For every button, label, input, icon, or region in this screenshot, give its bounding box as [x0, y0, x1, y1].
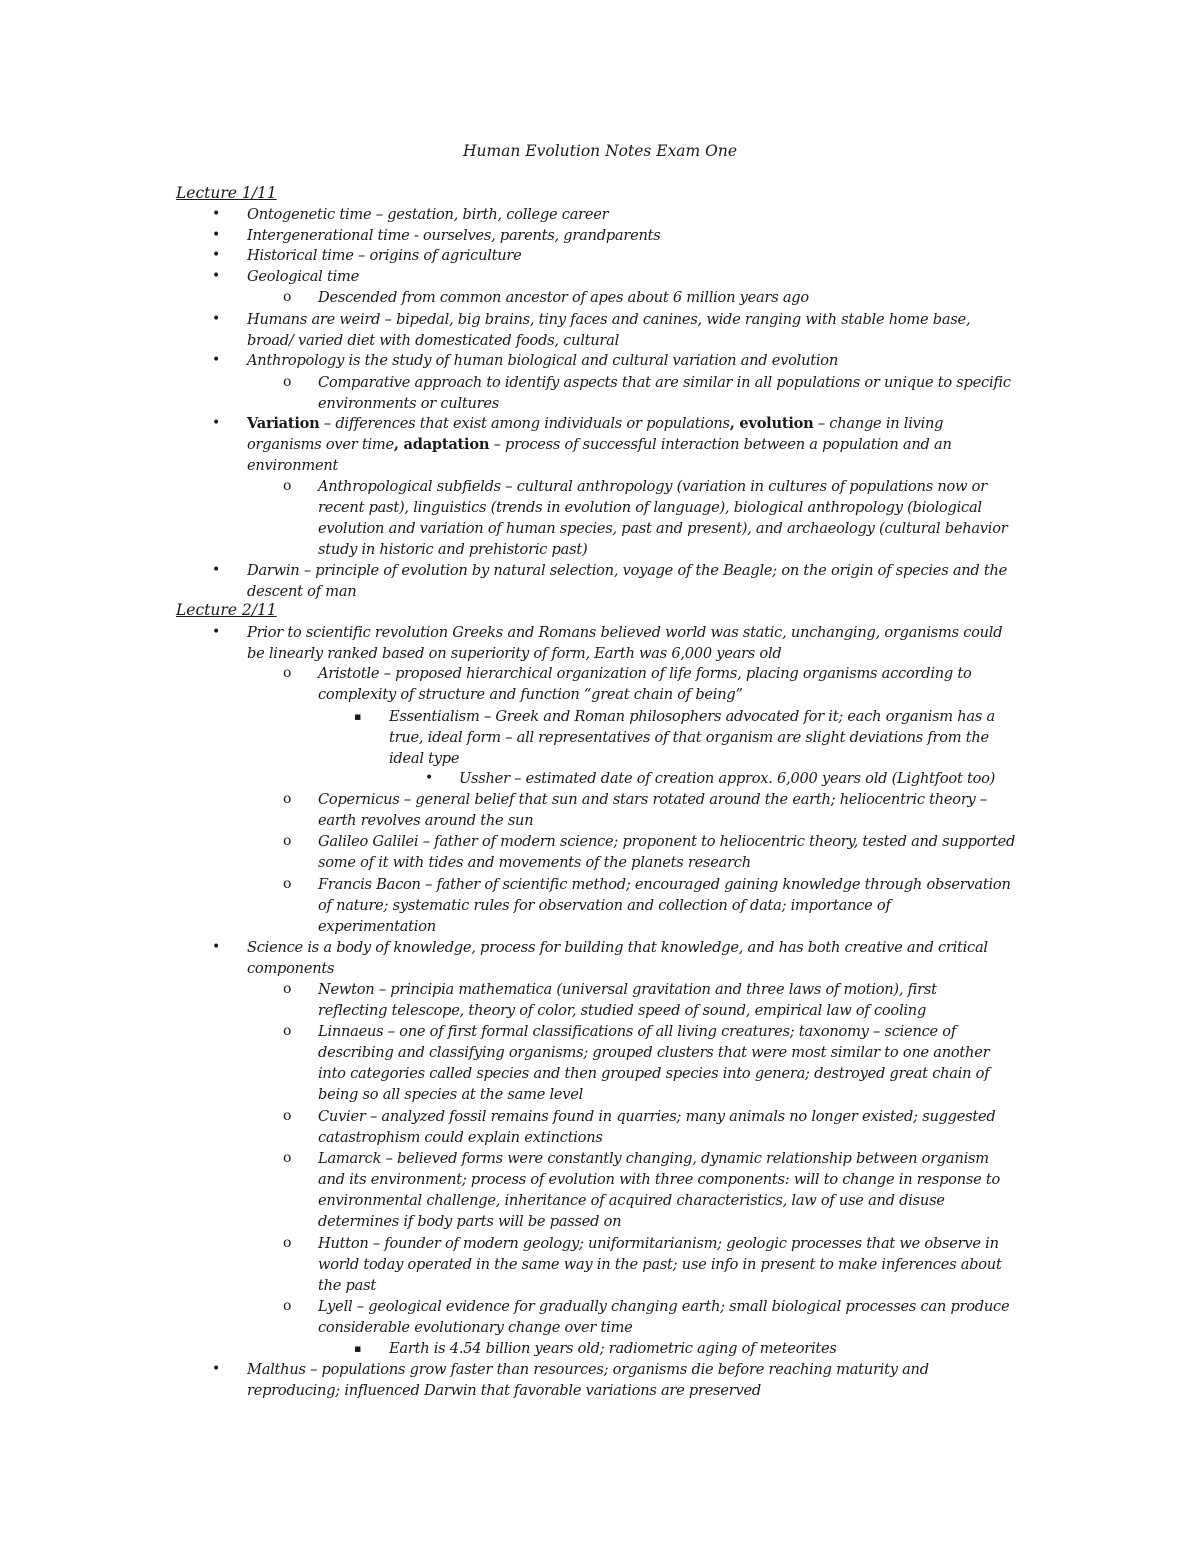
- lecture-1-item-2-marker: •: [212, 247, 221, 263]
- lecture-1-item-5-line: broad/ varied diet with domesticated foods, cultural: [247, 332, 620, 349]
- variation-definition: – differences that exist among individuals or populations: [319, 415, 730, 432]
- lecture-1-item-1-marker: •: [212, 227, 221, 243]
- lecture-2-item-8: [318, 979, 937, 1021]
- lecture-2-item-9-line: into categories called species and then grouped species into genera; destroyed great chain of: [318, 1065, 990, 1082]
- lecture-1-item-8-line: Anthropological subfields – cultural anthropology (variation in cultures of populations now or: [318, 478, 987, 495]
- lecture-1-item-8-line: study in historic and prehistoric past): [318, 541, 588, 558]
- lecture-2-item-14-marker: ▪: [354, 1342, 362, 1355]
- lecture-2-item-12-line: world today operated in the same way in the past; use info in present to make inferences about: [318, 1256, 1002, 1273]
- lecture-1-item-9-line: descent of man: [247, 583, 357, 600]
- lecture-1-item-9-line: Darwin – principle of evolution by natural selection, voyage of the Beagle; on the origin of species and the: [247, 562, 1008, 579]
- lecture-1-item-3: [247, 266, 359, 287]
- lecture-2-item-15-marker: •: [212, 1361, 221, 1377]
- page-title: Human Evolution Notes Exam One: [462, 142, 738, 160]
- lecture-2-item-10-line: Cuvier – analyzed fossil remains found in quarries; many animals no longer existed; suggested: [318, 1108, 996, 1125]
- lecture-2-item-9-line: describing and classifying organisms; grouped clusters that were most similar to one another: [318, 1044, 990, 1061]
- lecture-1-item-4: [318, 287, 809, 308]
- lecture-2-item-5-line: some of it with tides and movements of the planets research: [318, 854, 751, 871]
- lecture-2-item-4: [318, 789, 987, 831]
- lecture-2-item-4-marker: o: [283, 791, 292, 807]
- lecture-1-item-6: [247, 350, 838, 371]
- variation-line: [247, 434, 952, 455]
- adaptation-definition-cont: environment: [247, 457, 339, 474]
- lecture-2-item-5-marker: o: [283, 833, 292, 849]
- lecture-2-item-11: [318, 1148, 1000, 1232]
- lecture-2-item-2-line: Essentialism – Greek and Roman philosophers advocated for it; each organism has a: [389, 708, 995, 725]
- lecture-2-item-3-marker: •: [425, 770, 434, 786]
- variation-line: [247, 413, 952, 434]
- lecture-2-item-5: [318, 831, 1015, 873]
- variation-item: [247, 413, 952, 476]
- lecture-1-item-7-line: environments or cultures: [318, 395, 499, 412]
- lecture-1-item-8: [318, 476, 1007, 560]
- lecture-2-item-8-marker: o: [283, 981, 292, 997]
- lecture-2-item-15: [247, 1359, 929, 1401]
- lecture-2-item-10: [318, 1106, 996, 1148]
- lecture-2-item-8-line: Newton – principia mathematica (universal gravitation and three laws of motion), first: [318, 981, 937, 998]
- lecture-1-item-0-line: Ontogenetic time – gestation, birth, college career: [247, 206, 609, 223]
- lecture-2-item-6: [318, 874, 1011, 937]
- lecture-2-item-9: [318, 1021, 989, 1105]
- lecture-2-item-7-marker: •: [212, 939, 221, 955]
- lecture-2-item-3-line: Ussher – estimated date of creation approx. 6,000 years old (Lightfoot too): [459, 770, 996, 787]
- lecture-1-item-9-marker: •: [212, 562, 221, 578]
- lecture-2-item-9-marker: o: [283, 1023, 292, 1039]
- variation-item-marker: •: [212, 415, 221, 431]
- lecture-2-item-13: [318, 1296, 1009, 1338]
- lecture-1-item-1-line: Intergenerational time - ourselves, parents, grandparents: [247, 227, 661, 244]
- lecture-2-item-1-line: complexity of structure and function “great chain of being”: [318, 686, 743, 703]
- lecture-2-item-13-line: Lyell – geological evidence for gradually changing earth; small biological processes can produce: [318, 1298, 1010, 1315]
- lecture-2-item-9-line: Linnaeus – one of first formal classifications of all living creatures; taxonomy – science of: [318, 1023, 956, 1040]
- lecture-2-item-0-line: be linearly ranked based on superiority of form, Earth was 6,000 years old: [247, 645, 782, 662]
- evolution-definition-cont: organisms over time: [247, 436, 394, 453]
- lecture-1-item-1: [247, 225, 660, 246]
- lecture-2-item-4-line: earth revolves around the sun: [318, 812, 534, 829]
- lecture-1-item-0: [247, 204, 608, 225]
- lecture-1-item-8-line: evolution and variation of human species, past and present), and archaeology (cultural behavior: [318, 520, 1008, 537]
- lecture-1-item-7: [318, 372, 1011, 414]
- lecture-1-item-3-marker: •: [212, 268, 221, 284]
- lecture-1-item-5: [247, 309, 970, 351]
- lecture-1-item-8-line: recent past), linguistics (trends in evolution of language), biological anthropology (biological: [318, 499, 982, 516]
- lecture-2-item-11-line: environmental challenge, inheritance of acquired characteristics, law of use and disuse: [318, 1192, 945, 1209]
- lecture-1-item-7-marker: o: [283, 374, 292, 390]
- lecture-2-item-5-line: Galileo Galilei – father of modern science; proponent to heliocentric theory, tested and supported: [318, 833, 1016, 850]
- lecture-2-item-9-line: being so all species at the same level: [318, 1086, 584, 1103]
- lecture-2-item-2: [389, 706, 995, 769]
- lecture-2-item-0: [247, 622, 1002, 664]
- lecture-1-item-0-marker: •: [212, 206, 221, 222]
- lecture-2-item-15-line: Malthus – populations grow faster than resources; organisms die before reaching maturity and: [247, 1361, 929, 1378]
- lecture-1-item-6-line: Anthropology is the study of human biological and cultural variation and evolution: [247, 352, 838, 369]
- lecture-1-item-3-line: Geological time: [247, 268, 359, 285]
- lecture-2-item-10-marker: o: [283, 1108, 292, 1124]
- lecture-2-heading: Lecture 2/11: [176, 601, 277, 619]
- lecture-1-item-5-marker: •: [212, 311, 221, 327]
- adaptation-definition: – process of successful interaction between a population and an: [489, 436, 952, 453]
- lecture-2-item-11-line: and its environment; process of evolution with three components: will to change in response to: [318, 1171, 1001, 1188]
- lecture-2-item-3: [459, 768, 995, 789]
- lecture-1-item-6-marker: •: [212, 352, 221, 368]
- lecture-2-item-1: [318, 663, 972, 705]
- lecture-2-item-14-line: Earth is 4.54 billion years old; radiometric aging of meteorites: [389, 1340, 837, 1357]
- lecture-2-item-6-line: Francis Bacon – father of scientific method; encouraged gaining knowledge through observation: [318, 876, 1011, 893]
- lecture-2-item-13-line: considerable evolutionary change over time: [318, 1319, 633, 1336]
- lecture-2-item-12-line: Hutton – founder of modern geology; uniformitarianism; geologic processes that we observe in: [318, 1235, 999, 1252]
- lecture-1-item-4-marker: o: [283, 289, 292, 305]
- lecture-2-item-11-line: determines if body parts will be passed on: [318, 1213, 622, 1230]
- lecture-1-item-4-line: Descended from common ancestor of apes about 6 million years ago: [318, 289, 809, 306]
- lecture-2-item-0-line: Prior to scientific revolution Greeks and Romans believed world was static, unchanging, organisms could: [247, 624, 1003, 641]
- lecture-2-item-7-line: Science is a body of knowledge, process for building that knowledge, and has both creative and critical: [247, 939, 988, 956]
- lecture-2-item-14: [389, 1338, 837, 1359]
- lecture-1-item-2-line: Historical time – origins of agriculture: [247, 247, 522, 264]
- lecture-2-item-6-line: experimentation: [318, 918, 436, 935]
- lecture-1-item-2: [247, 245, 522, 266]
- lecture-1-item-9: [247, 560, 1007, 602]
- lecture-2-item-12: [318, 1233, 1002, 1296]
- lecture-2-item-6-marker: o: [283, 876, 292, 892]
- lecture-2-item-2-line: ideal type: [389, 750, 460, 767]
- variation-line: [247, 455, 952, 476]
- lecture-2-item-7: [247, 937, 988, 979]
- lecture-2-item-6-line: of nature; systematic rules for observation and collection of data; importance of: [318, 897, 891, 914]
- lecture-2-item-10-line: catastrophism could explain extinctions: [318, 1129, 603, 1146]
- lecture-2-item-12-line: the past: [318, 1277, 376, 1294]
- lecture-2-item-11-marker: o: [283, 1150, 292, 1166]
- term-adaptation: , adaptation: [393, 436, 490, 453]
- term-variation: Variation: [247, 415, 320, 432]
- lecture-1-item-7-line: Comparative approach to identify aspects that are similar in all populations or unique to specific: [318, 374, 1011, 391]
- evolution-definition: – change in living: [813, 415, 944, 432]
- lecture-2-item-15-line: reproducing; influenced Darwin that favorable variations are preserved: [247, 1382, 761, 1399]
- lecture-2-item-2-line: true, ideal form – all representatives of that organism are slight deviations from the: [389, 729, 989, 746]
- lecture-1-item-8-marker: o: [283, 478, 292, 494]
- lecture-2-item-1-marker: o: [283, 665, 292, 681]
- lecture-2-item-11-line: Lamarck – believed forms were constantly changing, dynamic relationship between organism: [318, 1150, 989, 1167]
- lecture-2-item-0-marker: •: [212, 624, 221, 640]
- term-evolution: , evolution: [729, 415, 814, 432]
- lecture-2-item-12-marker: o: [283, 1235, 292, 1251]
- lecture-1-item-5-line: Humans are weird – bipedal, big brains, tiny faces and canines, wide ranging with stable home base,: [247, 311, 971, 328]
- lecture-1-heading: Lecture 1/11: [176, 184, 277, 202]
- lecture-2-item-2-marker: ▪: [354, 710, 362, 723]
- lecture-2-item-8-line: reflecting telescope, theory of color, studied speed of sound, empirical law of cooling: [318, 1002, 927, 1019]
- lecture-2-item-1-line: Aristotle – proposed hierarchical organization of life forms, placing organisms according to: [318, 665, 972, 682]
- lecture-2-item-13-marker: o: [283, 1298, 292, 1314]
- lecture-2-item-4-line: Copernicus – general belief that sun and stars rotated around the earth; heliocentric theory –: [318, 791, 987, 808]
- lecture-2-item-7-line: components: [247, 960, 335, 977]
